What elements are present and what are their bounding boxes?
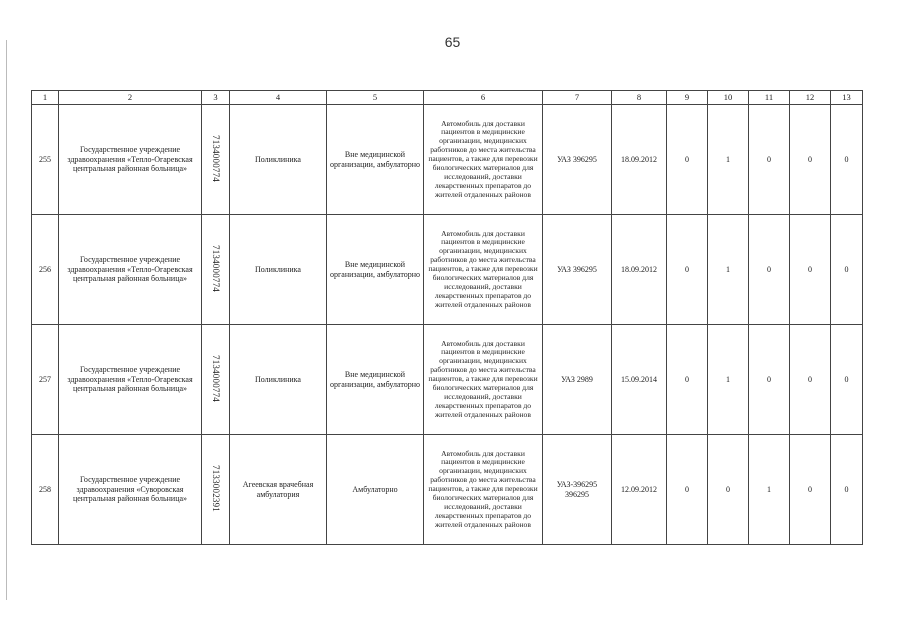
registration-date: 15.09.2014 — [612, 325, 667, 435]
row-number: 256 — [32, 215, 59, 325]
column-header: 13 — [831, 91, 863, 105]
institution-name: Государственное учреждение здравоохранения «Тепло-Огаревская центральная районная больница» — [59, 105, 202, 215]
column-header: 1 — [32, 91, 59, 105]
institution-code: 7134000774 — [210, 244, 221, 292]
institution-name: Государственное учреждение здравоохранения «Тепло-Огаревская центральная районная больница» — [59, 215, 202, 325]
institution-code: 7133002391 — [210, 464, 221, 512]
value-col-13: 0 — [831, 435, 863, 545]
vehicle-purpose: Автомобиль для доставки пациентов в медицинские организации, медицинских работников до места жительства пациентов, а также для перевозки биологических материалов для исследований, доставки лекарственных препаратов до жителей отдаленных районов — [424, 105, 543, 215]
column-header: 8 — [612, 91, 667, 105]
value-col-11: 0 — [749, 215, 790, 325]
value-col-11: 0 — [749, 105, 790, 215]
scan-edge-mark — [6, 40, 7, 600]
department: Агеевская врачебная амбулатория — [230, 435, 327, 545]
value-col-12: 0 — [790, 325, 831, 435]
value-col-9: 0 — [667, 215, 708, 325]
value-col-10: 1 — [708, 105, 749, 215]
page-number: 65 — [444, 34, 461, 50]
column-header: 9 — [667, 91, 708, 105]
value-col-11: 0 — [749, 325, 790, 435]
vehicle-purpose: Автомобиль для доставки пациентов в медицинские организации, медицинских работников до места жительства пациентов, а также для перевозки биологических материалов для исследований, доставки лекарственных препаратов до жителей отдаленных районов — [424, 435, 543, 545]
institution-code-cell — [202, 215, 230, 325]
department: Поликлиника — [230, 325, 327, 435]
column-header: 4 — [230, 91, 327, 105]
value-col-13: 0 — [831, 105, 863, 215]
vehicle-purpose: Автомобиль для доставки пациентов в медицинские организации, медицинских работников до места жительства пациентов, а также для перевозки биологических материалов для исследований, доставки лекарственных препаратов до жителей отдаленных районов — [424, 215, 543, 325]
vehicle-table — [31, 90, 863, 545]
value-col-10: 0 — [708, 435, 749, 545]
registration-date: 18.09.2012 — [612, 215, 667, 325]
value-col-11: 1 — [749, 435, 790, 545]
registration-date: 18.09.2012 — [612, 105, 667, 215]
vehicle-purpose: Автомобиль для доставки пациентов в медицинские организации, медицинских работников до места жительства пациентов, а также для перевозки биологических материалов для исследований, доставки лекарственных препаратов до жителей отдаленных районов — [424, 325, 543, 435]
vehicle-model: УАЗ 396295 — [543, 105, 612, 215]
care-type: Вне медицинской организации, амбулаторно — [327, 325, 424, 435]
care-type: Вне медицинской организации, амбулаторно — [327, 215, 424, 325]
column-header: 7 — [543, 91, 612, 105]
value-col-9: 0 — [667, 325, 708, 435]
institution-name: Государственное учреждение здравоохранения «Тепло-Огаревская центральная районная больница» — [59, 325, 202, 435]
value-col-13: 0 — [831, 325, 863, 435]
column-header: 2 — [59, 91, 202, 105]
row-number: 258 — [32, 435, 59, 545]
institution-code-cell — [202, 325, 230, 435]
institution-code-cell — [202, 105, 230, 215]
table-row — [32, 325, 863, 435]
value-col-12: 0 — [790, 215, 831, 325]
row-number: 255 — [32, 105, 59, 215]
column-header: 3 — [202, 91, 230, 105]
table-row — [32, 435, 863, 545]
care-type: Вне медицинской организации, амбулаторно — [327, 105, 424, 215]
table-row — [32, 215, 863, 325]
column-header: 12 — [790, 91, 831, 105]
care-type: Амбулаторно — [327, 435, 424, 545]
value-col-10: 1 — [708, 215, 749, 325]
value-col-10: 1 — [708, 325, 749, 435]
column-header: 5 — [327, 91, 424, 105]
table-row — [32, 105, 863, 215]
vehicle-model: УАЗ-396295 396295 — [543, 435, 612, 545]
row-number: 257 — [32, 325, 59, 435]
column-header: 10 — [708, 91, 749, 105]
value-col-12: 0 — [790, 435, 831, 545]
registration-date: 12.09.2012 — [612, 435, 667, 545]
value-col-9: 0 — [667, 105, 708, 215]
column-header: 6 — [424, 91, 543, 105]
institution-code-cell — [202, 435, 230, 545]
value-col-9: 0 — [667, 435, 708, 545]
vehicle-model: УАЗ 2989 — [543, 325, 612, 435]
header-row — [32, 91, 863, 105]
department: Поликлиника — [230, 215, 327, 325]
institution-code: 7134000774 — [210, 134, 221, 182]
institution-code: 7134000774 — [210, 354, 221, 402]
institution-name: Государственное учреждение здравоохранения «Суворовская центральная районная больница» — [59, 435, 202, 545]
department: Поликлиника — [230, 105, 327, 215]
value-col-12: 0 — [790, 105, 831, 215]
vehicle-model: УАЗ 396295 — [543, 215, 612, 325]
column-header: 11 — [749, 91, 790, 105]
value-col-13: 0 — [831, 215, 863, 325]
